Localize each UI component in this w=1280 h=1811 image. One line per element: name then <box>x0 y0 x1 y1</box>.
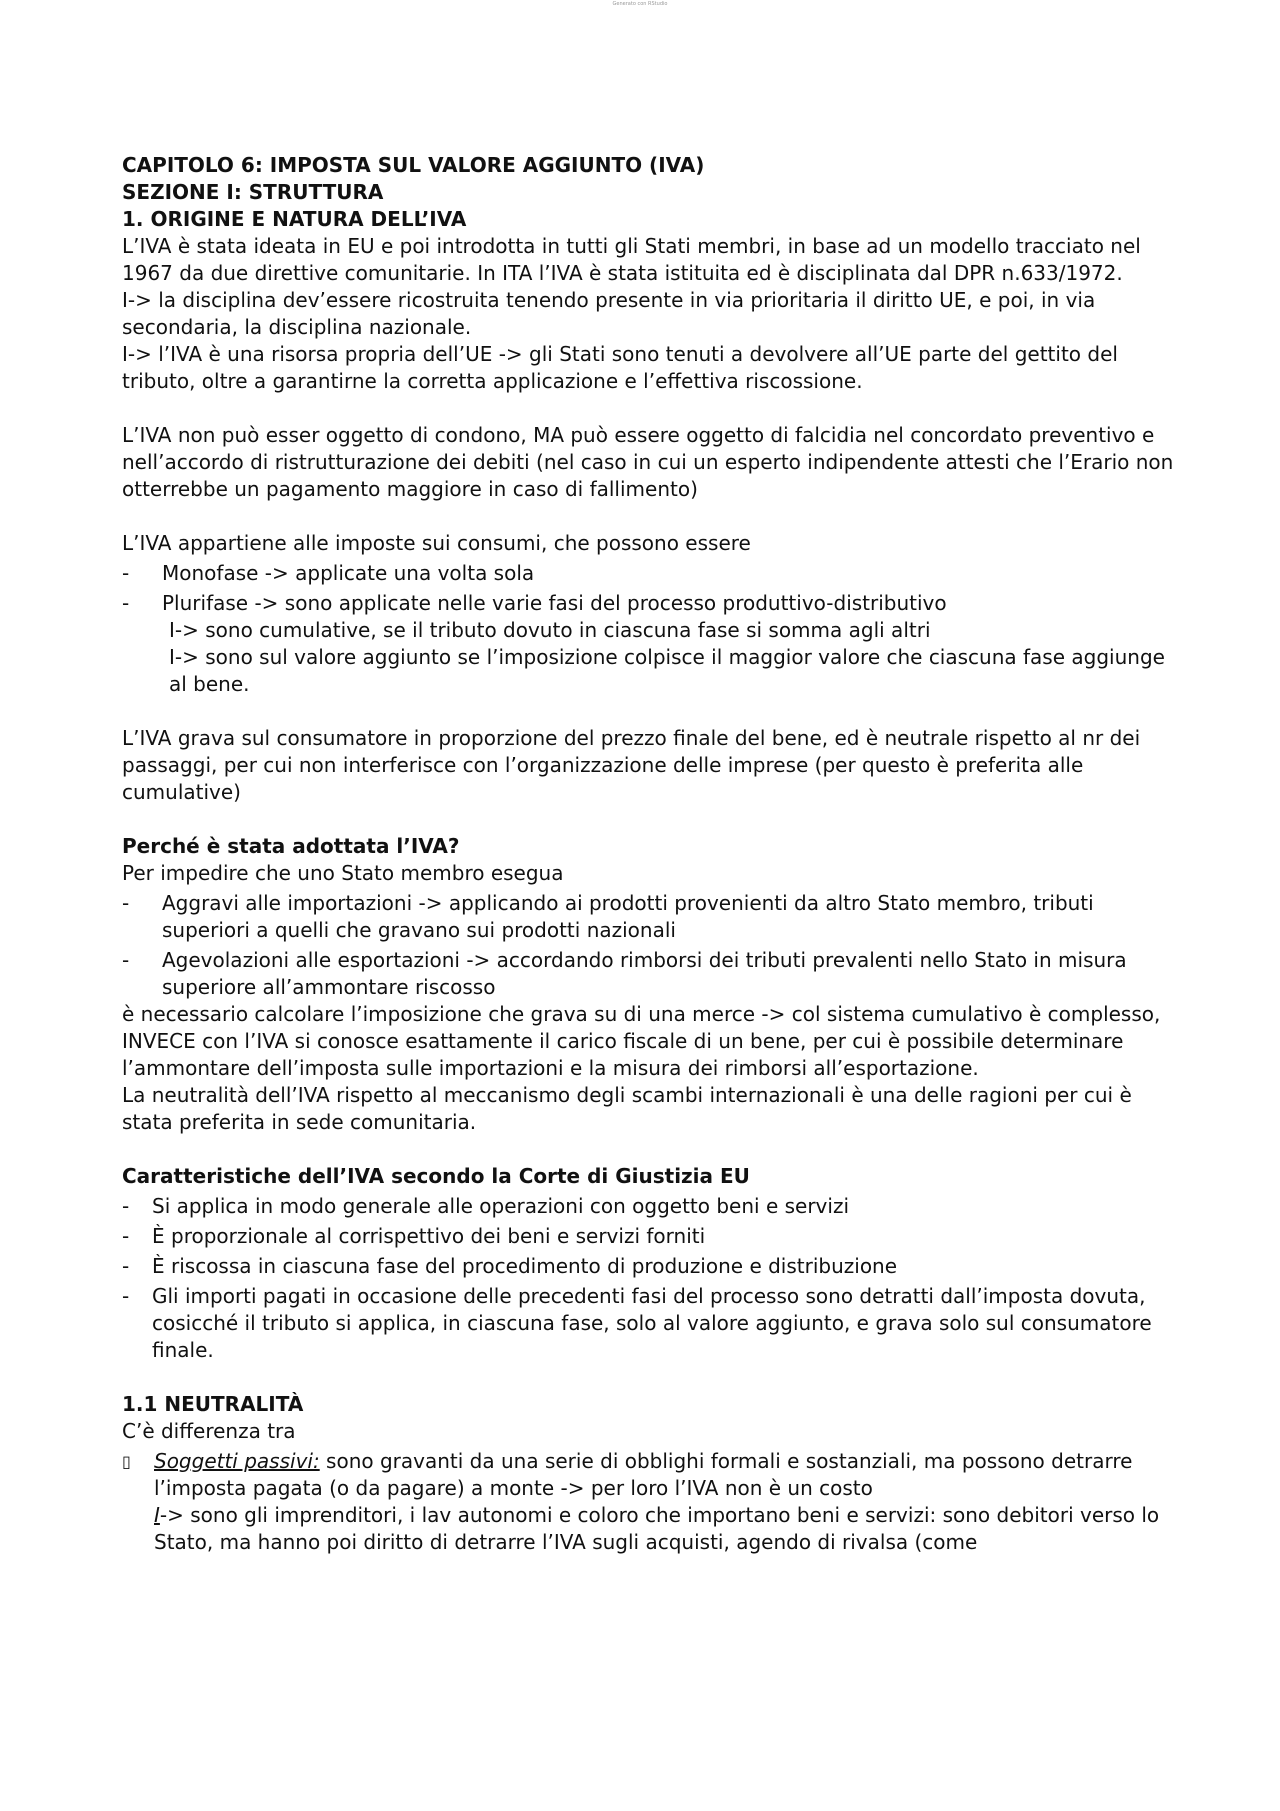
dash-marker: - <box>122 1254 130 1278</box>
paragraph: C’è differenza tra <box>122 1419 296 1443</box>
list-item: - Agevolazioni alle esportazioni -> accordando rimborsi dei tributi prevalenti nello Stato in misura superiore all’ammontare riscosso <box>122 948 1127 999</box>
paragraph: L’IVA appartiene alle imposte sui consumi, che possono essere <box>122 531 751 555</box>
dash-marker: - <box>122 1284 130 1308</box>
paragraph: L’IVA non può esser oggetto di condono, MA può essere oggetto di falcidia nel concordato preventivo e nell’accordo di ristrutturazione dei debiti (nel caso in cui un esperto indipendente attesti che l’Erario non otterrebbe un pagamento maggiore in caso di fallimento) <box>122 423 1174 501</box>
paragraph: L’IVA grava sul consumatore in proporzione del prezzo finale del bene, ed è neutrale rispetto al nr dei passaggi, per cui non interferisce con l’organizzazione delle imprese (per questo è preferita alle cumulative) <box>122 726 1141 804</box>
document-page <box>122 152 1182 1556</box>
dash-marker: - <box>122 591 130 615</box>
list-item: - Plurifase -> sono applicate nelle varie fasi del processo produttivo-distributivo <box>122 591 947 615</box>
term-soggetti-passivi: Soggetti passivi: <box>154 1449 320 1473</box>
list-item: - È riscossa in ciascuna fase del procedimento di produzione e distribuzione <box>122 1254 898 1278</box>
chapter-title: CAPITOLO 6: IMPOSTA SUL VALORE AGGIUNTO (IVA) <box>122 153 705 177</box>
heading-caratteristiche: Caratteristiche dell’IVA secondo la Corte di Giustizia EU <box>122 1164 750 1188</box>
dash-marker: - <box>122 561 130 585</box>
list-item: - È proporzionale al corrispettivo dei beni e servizi forniti <box>122 1224 706 1248</box>
paragraph: I-> l’IVA è una risorsa propria dell’UE -> gli Stati sono tenuti a devolvere all’UE parte del gettito del tributo, oltre a garantirne la corretta applicazione e l’effettiva riscossione. <box>122 342 1118 393</box>
dash-marker: - <box>122 891 130 915</box>
box-bullet-icon: ▯ <box>122 1452 131 1471</box>
heading-adozione: Perché è stata adottata l’IVA? <box>122 834 460 858</box>
list-item: - Monofase -> applicate una volta sola <box>122 561 535 585</box>
note-prefix: I <box>154 1503 160 1527</box>
paragraph: Per impedire che uno Stato membro esegua <box>122 861 564 885</box>
list-item: ▯ Soggetti passivi: sono gravanti da una serie di obblighi formali e sostanziali, ma possono detrarre l’imposta pagata (o da pagare) a monte -> per loro l’IVA non è un costo I-> sono gli imprenditori, i lav autonomi e coloro che importano beni e servizi: sono debitori verso lo Stato, ma hanno poi diritto di detrarre l’IVA sugli acquisti, agendo di rivalsa (come <box>122 1449 1160 1554</box>
dash-marker: - <box>122 1224 130 1248</box>
sub-note: I-> sono cumulative, se il tributo dovuto in ciascuna fase si somma agli altri <box>169 618 931 642</box>
heading-neutralita: 1.1 NEUTRALITÀ <box>122 1392 304 1416</box>
paragraph: I-> la disciplina dev’essere ricostruita tenendo presente in via prioritaria il diritto UE, e poi, in via secondaria, la disciplina nazionale. <box>122 288 1096 339</box>
dash-marker: - <box>122 1194 130 1218</box>
heading-origine: 1. ORIGINE E NATURA DELL’IVA <box>122 207 467 231</box>
list-item: - Si applica in modo generale alle operazioni con oggetto beni e servizi <box>122 1194 850 1218</box>
paragraph: L’IVA è stata ideata in EU e poi introdotta in tutti gli Stati membri, in base ad un modello tracciato nel 1967 da due direttive comunitarie. In ITA l’IVA è stata istituita ed è disciplinata dal DPR n.633/1972. <box>122 234 1141 285</box>
list-item: - Gli importi pagati in occasione delle precedenti fasi del processo sono detratti dall’imposta dovuta, cosicché il tributo si applica, in ciascuna fase, solo al valore aggiunto, e grava solo sul consumatore finale. <box>122 1284 1152 1362</box>
sub-note: I-> sono sul valore aggiunto se l’imposizione colpisce il maggior valore che ciascuna fase aggiunge al bene. <box>169 645 1165 696</box>
paragraph: La neutralità dell’IVA rispetto al meccanismo degli scambi internazionali è una delle ragioni per cui è stata preferita in sede comunitaria. <box>122 1083 1132 1134</box>
list-item: - Aggravi alle importazioni -> applicando ai prodotti provenienti da altro Stato membro, tributi superiori a quelli che gravano sui prodotti nazionali <box>122 891 1094 942</box>
section-title: SEZIONE I: STRUTTURA <box>122 180 384 204</box>
dash-marker: - <box>122 948 130 972</box>
paragraph: è necessario calcolare l’imposizione che grava su di una merce -> col sistema cumulativo è complesso, INVECE con l’IVA si conosce esattamente il carico fiscale di un bene, per cui è possibile determinare l’ammontare dell’imposta sulle importazioni e la misura dei rimborsi all’esportazione. <box>122 1002 1161 1080</box>
header-mark: Generato con RStudio <box>612 1 668 7</box>
